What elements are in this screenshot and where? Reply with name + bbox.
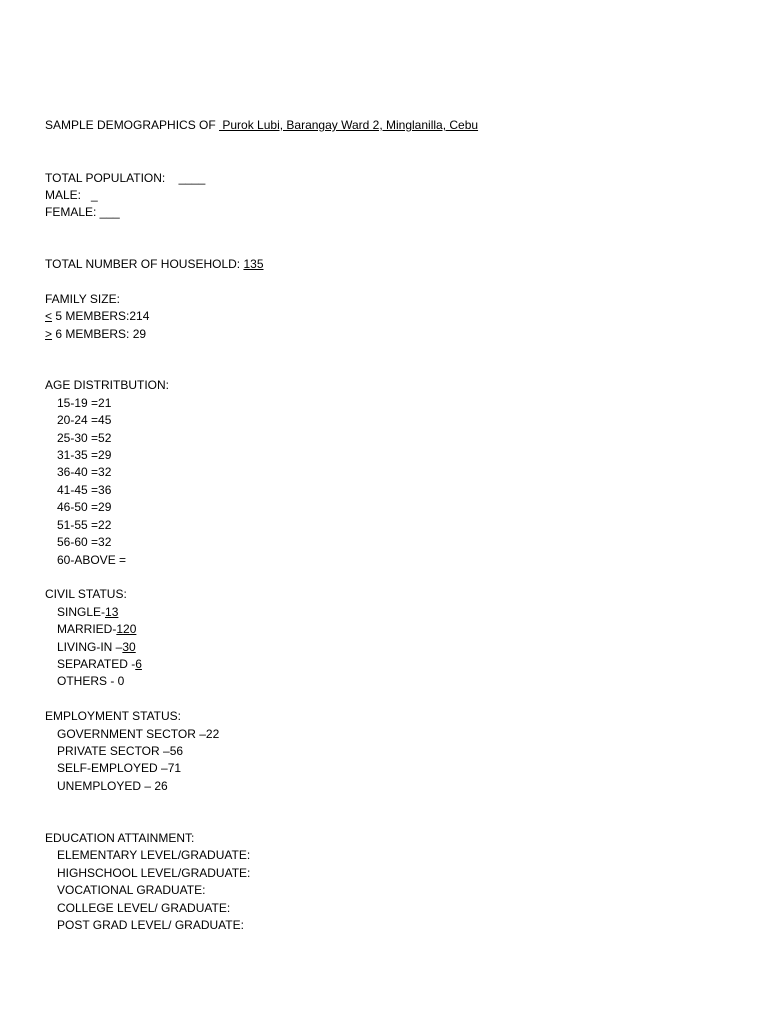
education-heading: EDUCATION ATTAINMENT: xyxy=(45,831,195,845)
education-row: POST GRAD LEVEL/ GRADUATE: xyxy=(57,918,244,932)
household-label: TOTAL NUMBER OF HOUSEHOLD: xyxy=(45,257,244,271)
education-row: HIGHSCHOOL LEVEL/GRADUATE: xyxy=(57,866,251,880)
ge-symbol: > xyxy=(45,327,53,341)
family-size-ge6 xyxy=(45,327,146,342)
document-title xyxy=(45,118,478,133)
family-size-heading: FAMILY SIZE: xyxy=(45,292,120,306)
civil-label: MARRIED- xyxy=(57,622,117,636)
age-row: 31-35 =29 xyxy=(57,448,112,462)
age-row: 51-55 =22 xyxy=(57,518,112,532)
civil-row xyxy=(57,605,118,620)
title-place: Purok Lubi, Barangay Ward 2, Minglanilla, Cebu xyxy=(219,118,479,132)
age-heading: AGE DISTRITBUTION: xyxy=(45,378,170,392)
civil-value: 6 xyxy=(135,657,142,671)
age-row: 36-40 =32 xyxy=(57,465,112,479)
le-symbol: < xyxy=(45,309,53,323)
civil-label: LIVING-IN – xyxy=(57,640,123,654)
household-total xyxy=(45,257,264,272)
title-label: SAMPLE DEMOGRAPHICS OF xyxy=(45,118,220,132)
civil-row xyxy=(57,640,136,655)
family-size-le5 xyxy=(45,309,149,324)
employment-row: PRIVATE SECTOR –56 xyxy=(57,744,184,758)
male-count: MALE: _ xyxy=(45,188,98,202)
employment-row: SELF-EMPLOYED –71 xyxy=(57,761,182,775)
civil-heading: CIVIL STATUS: xyxy=(45,587,127,601)
education-row: COLLEGE LEVEL/ GRADUATE: xyxy=(57,901,231,915)
le5-text: 5 MEMBERS:214 xyxy=(52,309,150,323)
age-row: 15-19 =21 xyxy=(57,396,112,410)
civil-row xyxy=(57,657,142,672)
civil-value: 120 xyxy=(116,622,137,636)
education-row: ELEMENTARY LEVEL/GRADUATE: xyxy=(57,848,251,862)
age-row: 20-24 =45 xyxy=(57,413,112,427)
total-population: TOTAL POPULATION: ____ xyxy=(45,171,206,185)
employment-row: UNEMPLOYED – 26 xyxy=(57,779,168,793)
civil-value: 30 xyxy=(122,640,136,654)
age-row: 25-30 =52 xyxy=(57,431,112,445)
education-row: VOCATIONAL GRADUATE: xyxy=(57,883,206,897)
female-count: FEMALE: ___ xyxy=(45,205,120,219)
civil-label: SEPARATED - xyxy=(57,657,136,671)
civil-row xyxy=(57,622,136,637)
employment-heading: EMPLOYMENT STATUS: xyxy=(45,709,182,723)
household-value: 135 xyxy=(243,257,264,271)
employment-row: GOVERNMENT SECTOR –22 xyxy=(57,727,220,741)
age-row: 41-45 =36 xyxy=(57,483,112,497)
civil-label: SINGLE- xyxy=(57,605,106,619)
civil-others: OTHERS - 0 xyxy=(57,674,125,688)
age-row: 46-50 =29 xyxy=(57,500,112,514)
ge6-text: 6 MEMBERS: 29 xyxy=(52,327,147,341)
age-row: 56-60 =32 xyxy=(57,535,112,549)
civil-value: 13 xyxy=(105,605,119,619)
age-row: 60-ABOVE = xyxy=(57,553,127,567)
